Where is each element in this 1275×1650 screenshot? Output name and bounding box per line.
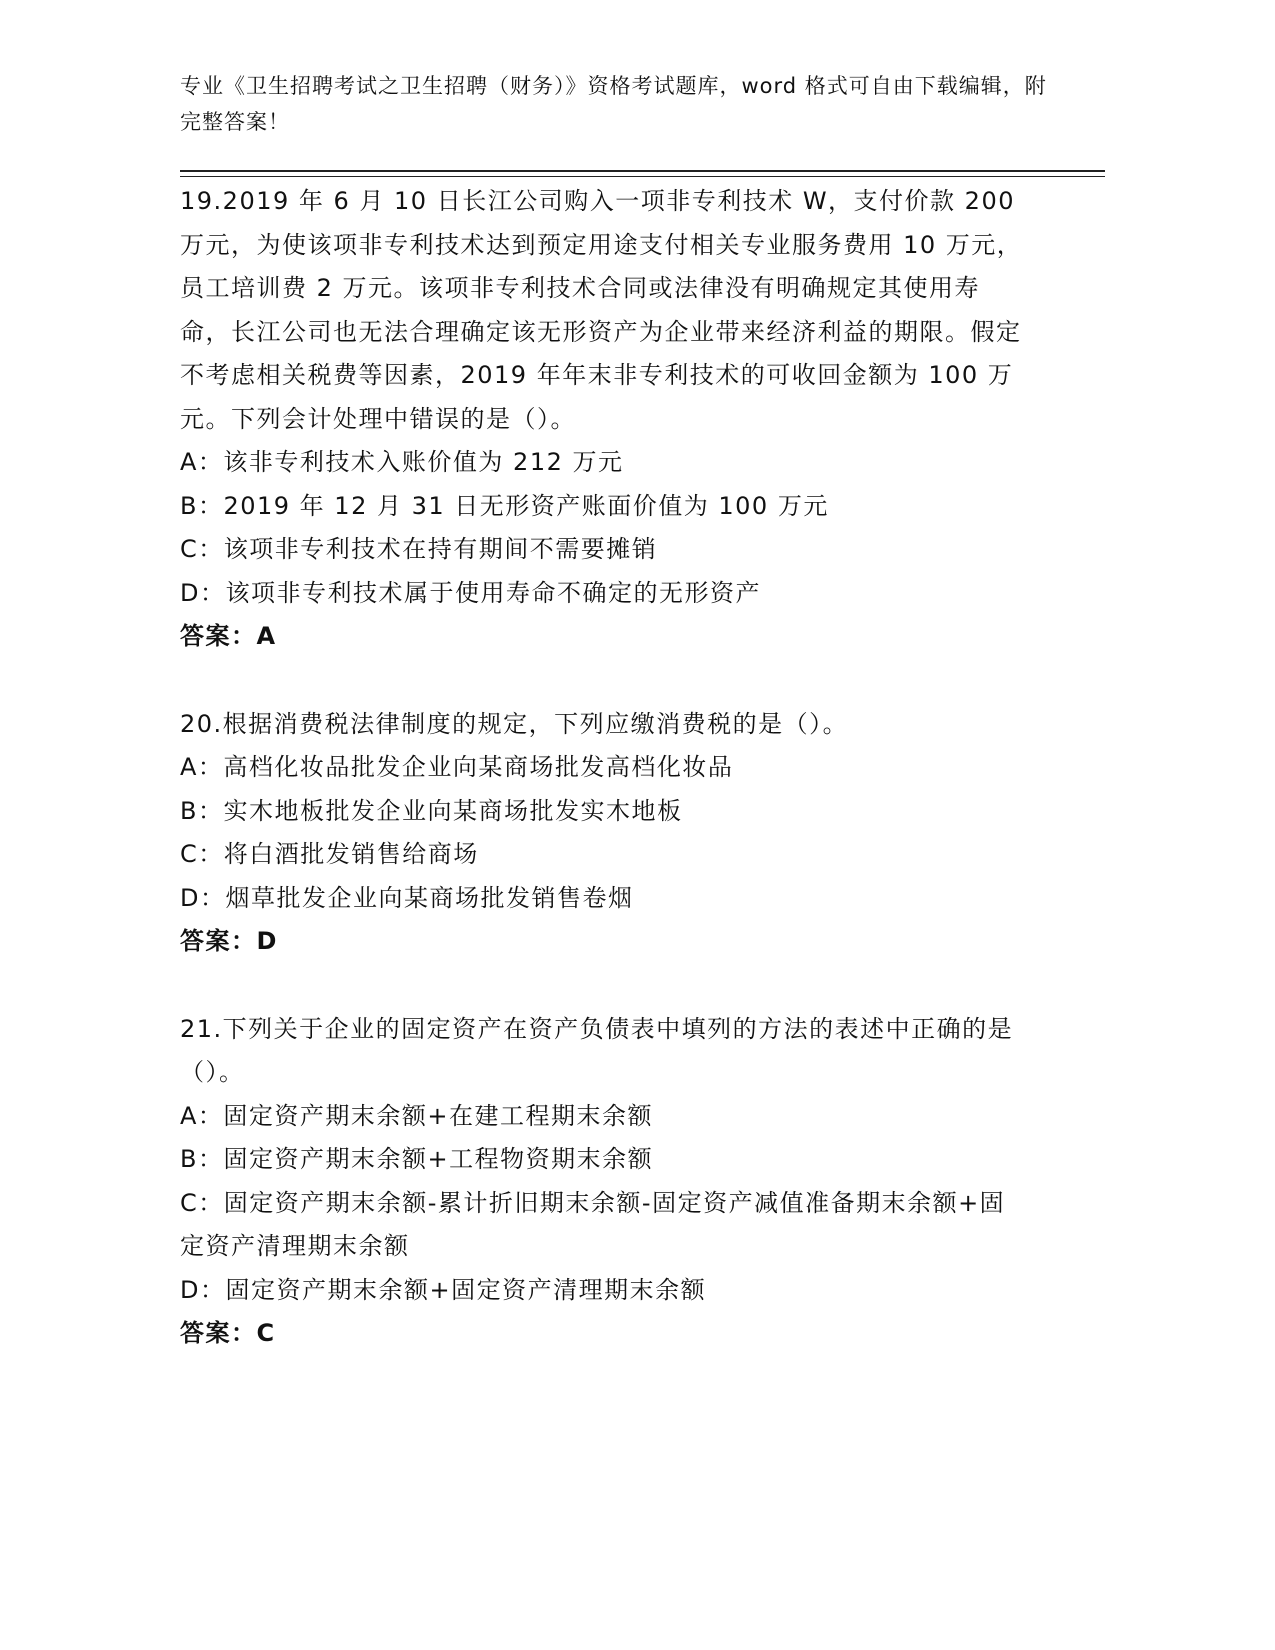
question-stem: 21.下列关于企业的固定资产在资产负债表中填列的方法的表述中正确的是（）。: [180, 1014, 1014, 1086]
question-stem: 20.根据消费税法律制度的规定，下列应缴消费税的是（）。: [180, 709, 849, 738]
option-a: A：固定资产期末余额+在建工程期末余额: [180, 1101, 654, 1130]
option-c: C：将白酒批发销售给商场: [180, 840, 479, 868]
question-19: [180, 180, 1030, 659]
document-header: [180, 68, 1050, 140]
option-d: D：烟草批发企业向某商场批发销售卷烟: [180, 883, 634, 912]
option-a: A：该非专利技术入账价值为 212 万元: [180, 448, 624, 476]
option-b: B：2019 年 12 月 31 日无形资产账面价值为 100 万元: [180, 491, 829, 520]
answer-line: 答案：C: [180, 1319, 276, 1347]
header-divider-thin: [180, 176, 1105, 177]
question-stem: 19.2019 年 6 月 10 日长江公司购入一项非专利技术 W，支付价款 200 万元，为使该项非专利技术达到预定用途支付相关专业服务费用 10 万元，员工培训费 2 万元。该项非专利技术合同或法律没有明确规定其使用寿命，长江公司也无法合理确定该无形资产为企业带来经济利益的期限。假定不考虑相关税费等因素，2019 年年末非专利技术的可收回金额为 100 万元。下列会计处理中错误的是（）。: [180, 187, 1023, 433]
option-c: C：该项非专利技术在持有期间不需要摊销: [180, 535, 658, 563]
option-d: D：该项非专利技术属于使用寿命不确定的无形资产: [180, 578, 761, 607]
header-divider: [180, 170, 1105, 172]
option-a: A：高档化妆品批发企业向某商场批发高档化妆品: [180, 753, 734, 781]
option-c: C：固定资产期末余额-累计折旧期末余额-固定资产减值准备期末余额+固定资产清理期末余额: [180, 1188, 1006, 1260]
option-b: B：实木地板批发企业向某商场批发实木地板: [180, 796, 683, 825]
answer-line: 答案：A: [180, 622, 277, 650]
option-d: D：固定资产期末余额+固定资产清理期末余额: [180, 1275, 707, 1304]
answer-line: 答案：D: [180, 927, 278, 955]
question-20: [180, 703, 1030, 964]
question-list: [180, 180, 1030, 1400]
header-title: 专业《卫生招聘考试之卫生招聘（财务）》资格考试题库，word 格式可自由下载编辑，附完整答案！: [180, 74, 1047, 134]
question-21: [180, 1008, 1030, 1356]
option-b: B：固定资产期末余额+工程物资期末余额: [180, 1145, 654, 1173]
